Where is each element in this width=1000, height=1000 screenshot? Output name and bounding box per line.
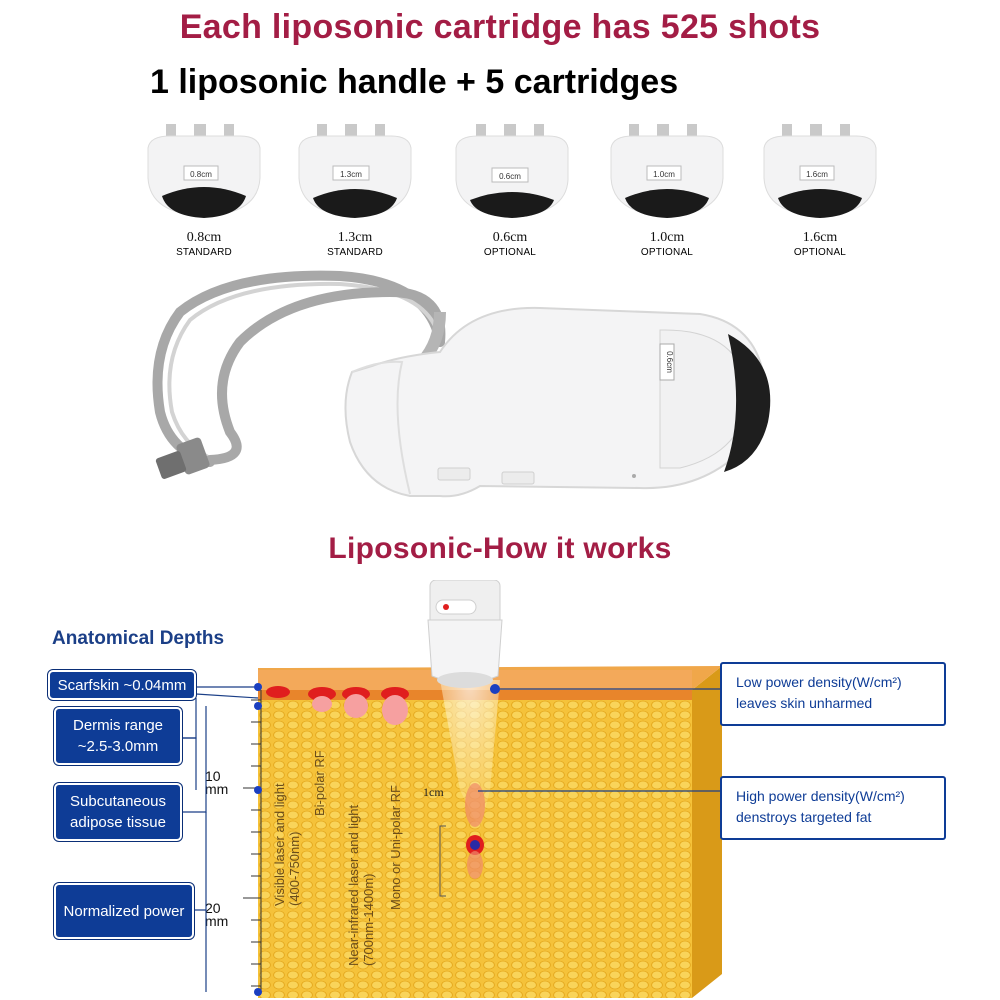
vtext-line: (400-750nm) xyxy=(287,831,302,906)
vtext-line: Near-infrared laser and light xyxy=(346,804,361,966)
page-subtitle: 1 liposonic handle + 5 cartridges xyxy=(150,63,679,101)
vtext-line: Mono or Uni-polar RF xyxy=(388,785,403,910)
vtext-line: (700nm-1400m) xyxy=(361,873,376,966)
cartridge-image xyxy=(140,118,280,218)
cartridge-size: 1.6cm xyxy=(802,230,838,245)
diagram-title: Anatomical Depths xyxy=(52,628,225,649)
cartridge-size: 0.8cm xyxy=(186,230,222,245)
liposonic-handle-image xyxy=(140,262,780,522)
scale-value: 10 xyxy=(205,768,221,784)
focal-label: 1cm xyxy=(423,785,444,799)
cartridge-image xyxy=(603,118,743,218)
vertical-text-bipolar xyxy=(312,750,327,816)
vertical-text-visible-laser xyxy=(272,736,302,906)
cartridge-device-label: 1.6cm xyxy=(806,170,828,179)
label-line: High power density(W/cm²) xyxy=(736,788,905,804)
cartridge-device-label: 0.6cm xyxy=(499,172,521,181)
cartridge-type: STANDARD xyxy=(327,247,383,258)
cartridge-size: 1.3cm xyxy=(337,230,373,245)
cartridge-device-label: 1.3cm xyxy=(340,170,362,179)
label-low-power xyxy=(720,662,946,726)
cartridge-type: OPTIONAL xyxy=(483,247,537,258)
vertical-text-near-infrared xyxy=(346,805,376,966)
cartridge-item xyxy=(291,118,431,258)
page-title: Each liposonic cartridge has 525 shots xyxy=(179,8,821,46)
scale-unit: mm xyxy=(205,913,229,929)
label-high-power xyxy=(720,776,946,840)
cartridge-item xyxy=(603,118,743,258)
cartridge-item xyxy=(140,118,280,258)
label-line: adipose tissue xyxy=(70,814,166,831)
cartridge-size: 1.0cm xyxy=(649,230,685,245)
anatomy-diagram xyxy=(0,580,1000,1000)
cartridge-image xyxy=(291,118,431,218)
label-line: ~2.5-3.0mm xyxy=(77,738,159,755)
scale-value: 20 xyxy=(205,900,221,916)
cartridge-type: OPTIONAL xyxy=(640,247,694,258)
cartridge-size: 0.6cm xyxy=(492,230,528,245)
label-scarfskin: Scarfskin ~0.04mm xyxy=(48,670,196,700)
vtext-line: Bi-polar RF xyxy=(312,750,327,816)
cartridge-image xyxy=(756,118,896,218)
cartridge-device-label: 1.0cm xyxy=(653,170,675,179)
cartridge-type: STANDARD xyxy=(176,247,232,258)
section-title: Liposonic-How it works xyxy=(328,532,672,565)
cartridge-image xyxy=(446,118,586,218)
scale-unit: mm xyxy=(205,781,229,797)
label-line: Dermis range xyxy=(72,717,164,734)
cartridge-item xyxy=(756,118,896,258)
label-line: leaves skin unharmed xyxy=(736,695,873,711)
vtext-line: Visible laser and light xyxy=(272,783,287,906)
label-normalized-power: Normalized power xyxy=(54,883,194,939)
label-line: denstroys targeted fat xyxy=(736,809,872,825)
label-line: Low power density(W/cm²) xyxy=(736,674,902,690)
cartridge-item xyxy=(446,118,586,258)
label-dermis xyxy=(54,707,182,765)
handle-device-label: 0.6cm xyxy=(665,351,674,373)
cartridge-type: OPTIONAL xyxy=(793,247,847,258)
vertical-text-monopolar xyxy=(388,785,403,910)
label-line: Subcutaneous xyxy=(70,793,166,810)
cartridge-device-label: 0.8cm xyxy=(190,170,212,179)
label-adipose xyxy=(54,783,182,841)
